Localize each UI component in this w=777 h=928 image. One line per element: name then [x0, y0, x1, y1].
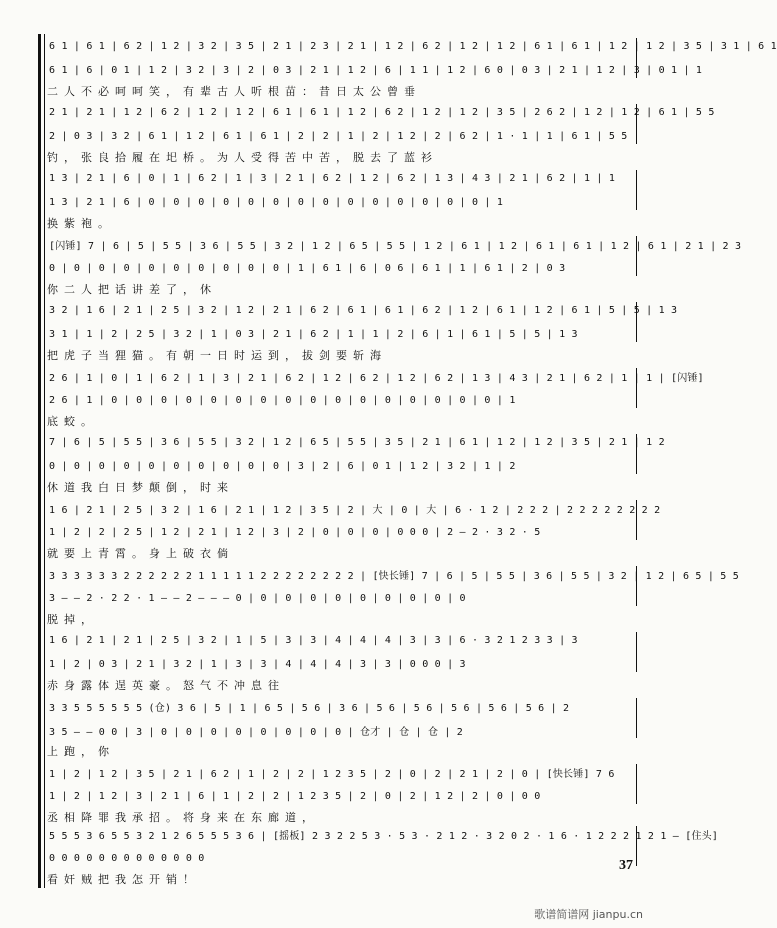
lower-part: 0 0 0 0 0 0 0 0 0 0 0 0 0	[49, 852, 205, 864]
lower-part: 0 | 0 | 0 | 0 | 0 | 0 | 0 | 0 | 0 | 0 | 3 | 2 | 6 | 0 1 | 1 2 | 3 2 | 1 | 2	[49, 460, 516, 472]
system-7	[38, 430, 665, 496]
lower-part: 0 | 0 | 0 | 0 | 0 | 0 | 0 | 0 | 0 | 0 | 1 | 6 1 | 6 | 0 6 | 6 1 | 1 | 6 1 | 2 | 0 3	[49, 262, 566, 274]
lower-part: 1 | 2 | 0 3 | 2 1 | 3 2 | 1 | 3 | 3 | 4 | 4 | 4 | 3 | 3 | 0 0 0 | 3	[49, 658, 466, 670]
upper-part: 3 3 5 5 5 5 5 5 (仓) 3 6 | 5 | 1 | 6 5 | 5 6 | 3 6 | 5 6 | 5 6 | 5 6 | 5 6 | 5 6 | 2	[49, 702, 570, 714]
lyric-line: 丞相降罪我承招。将身来在东廊道，	[47, 811, 319, 824]
system-11	[38, 694, 637, 760]
final-barline	[636, 302, 637, 342]
lyric-line: 你二人把话讲差了，休	[47, 283, 217, 296]
upper-part: [闪锤] 7 | 6 | 5 | 5 5 | 3 6 | 5 5 | 3 2 | 1 2 | 6 5 | 5 5 | 1 2 | 6 1 | 1 2 | 6 1 | 6 1 | 1 2 | 6 1 | 2 1 | 2 3	[49, 240, 742, 252]
lyric-line: 二人不必呵呵笑，有辈古人听根苗：昔日太公曾垂	[47, 85, 421, 98]
system-3	[38, 166, 637, 232]
lyric-line: 钓，张良拾履在圯桥。为人受得苦中苦，脱去了蓝衫	[47, 151, 438, 164]
lower-part: 3 1 | 1 | 2 | 2 5 | 3 2 | 1 | 0 3 | 2 1 | 6 2 | 1 | 1 | 2 | 6 | 1 | 6 1 | 5 | 5 | 1 3	[49, 328, 578, 340]
system-6	[38, 364, 704, 430]
final-barline	[636, 368, 637, 408]
lyric-line: 赤身露体逞英豪。怒气不冲息往	[47, 679, 285, 692]
lower-part: 1 | 2 | 2 | 2 5 | 1 2 | 2 1 | 1 2 | 3 | 2 | 0 | 0 | 0 | 0 0 0 | 2 — 2 · 3 2 · 5	[49, 526, 541, 538]
final-barline	[636, 566, 637, 606]
final-barline	[636, 764, 637, 804]
system-10	[38, 628, 637, 694]
lower-part: 2 | 0 3 | 3 2 | 6 1 | 1 2 | 6 1 | 6 1 | 2 | 2 | 1 | 2 | 1 2 | 2 | 6 2 | 1 · 1 | 1 | 6 1 | 5 5	[49, 130, 628, 142]
lower-part: 3 5 — — 0 0 | 3 | 0 | 0 | 0 | 0 | 0 | 0 | 0 | 0 | 仓才 | 仓 | 仓 | 2	[49, 726, 464, 738]
system-9	[38, 562, 739, 628]
upper-part: 1 | 2 | 1 2 | 3 5 | 2 1 | 6 2 | 1 | 2 | 2 | 1 2 3 5 | 2 | 0 | 2 | 2 1 | 2 | 0 | [快长锤] 7 6	[49, 768, 615, 780]
lower-part: 6 1 | 6 | 0 1 | 1 2 | 3 2 | 3 | 2 | 0 3 | 2 1 | 1 2 | 6 | 1 1 | 1 2 | 6 0 | 0 3 | 2 1 | 1 2 | 3 | 0 1 | 1	[49, 64, 703, 76]
system-4	[38, 232, 742, 298]
lower-part: 2 6 | 1 | 0 | 0 | 0 | 0 | 0 | 0 | 0 | 0 | 0 | 0 | 0 | 0 | 0 | 0 | 0 | 0 | 1	[49, 394, 516, 406]
upper-part: 5 5 5 3 6 5 5 3 2 1 2 6 5 5 5 3 6 | [摇板] 2 3 2 2 5 3 · 5 3 · 2 1 2 · 3 2 0 2 · 1 6 · 1 2 2 2 1 2 1 — [住头]	[49, 830, 719, 842]
upper-part: 1 3 | 2 1 | 6 | 0 | 1 | 6 2 | 1 | 3 | 2 1 | 6 2 | 1 2 | 6 2 | 1 3 | 4 3 | 2 1 | 6 2 | 1 | 1	[49, 172, 616, 184]
lyric-line: 换紫袍。	[47, 217, 115, 230]
final-barline	[636, 434, 637, 474]
upper-part: 1 6 | 2 1 | 2 1 | 2 5 | 3 2 | 1 | 5 | 3 | 3 | 4 | 4 | 4 | 3 | 3 | 6 · 3 2 1 2 3 3 | 3	[49, 634, 578, 646]
upper-part: 2 6 | 1 | 0 | 1 | 6 2 | 1 | 3 | 2 1 | 6 2 | 1 2 | 6 2 | 1 2 | 6 2 | 1 3 | 4 3 | 2 1 | 6 2 | 1 | 1 | [闪锤]	[49, 372, 704, 384]
lyric-line: 休道我白日梦颠倒，时来	[47, 481, 234, 494]
page-number: 37	[619, 858, 633, 873]
system-8	[38, 496, 661, 562]
upper-part: 3 3 3 3 3 3 2 2 2 2 2 2 1 1 1 1 1 2 2 2 2 2 2 2 2 | [快长锤] 7 | 6 | 5 | 5 5 | 3 6 | 5 5 | 3 2 | 1 2 | 6 5 | 5 5	[49, 570, 739, 582]
lower-part: 1 | 2 | 1 2 | 3 | 2 1 | 6 | 1 | 2 | 2 | 1 2 3 5 | 2 | 0 | 2 | 1 2 | 2 | 0 | 0 0	[49, 790, 541, 802]
lyric-line: 看奸贼把我怎开销！	[47, 873, 200, 886]
upper-part: 1 6 | 2 1 | 2 5 | 3 2 | 1 6 | 2 1 | 1 2 | 3 5 | 2 | 大 | 0 | 大 | 6 · 1 2 | 2 2 2 | 2 2 2 2 2 2 2 2	[49, 504, 661, 516]
system-13	[38, 822, 719, 888]
upper-part: 6 1 | 6 1 | 6 2 | 1 2 | 3 2 | 3 5 | 2 1 | 2 3 | 2 1 | 1 2 | 6 2 | 1 2 | 1 2 | 6 1 | 6 1 | 1 2 | 1 2 | 3 5 | 3 1 | 6 1	[49, 40, 777, 52]
upper-part: 7 | 6 | 5 | 5 5 | 3 6 | 5 5 | 3 2 | 1 2 | 6 5 | 5 5 | 3 5 | 2 1 | 6 1 | 1 2 | 1 2 | 3 5 | 2 1 | 1 2	[49, 436, 665, 448]
lower-part: 1 3 | 2 1 | 6 | 0 | 0 | 0 | 0 | 0 | 0 | 0 | 0 | 0 | 0 | 0 | 0 | 0 | 0 | 1	[49, 196, 504, 208]
lower-part: 3 — — 2 · 2 2 · 1 — — 2 — — — 0 | 0 | 0 | 0 | 0 | 0 | 0 | 0 | 0 | 0	[49, 592, 466, 604]
lyric-line: 把虎子当狸猫。有朝一日时运到，拔剑要斩海	[47, 349, 387, 362]
final-barline	[636, 500, 637, 540]
system-12	[38, 760, 637, 826]
lyric-line: 就要上青霄。身上破衣倘	[47, 547, 234, 560]
final-barline	[636, 698, 637, 738]
lyric-line: 底蛟。	[47, 415, 98, 428]
lyric-line: 上跑，你	[47, 745, 115, 758]
watermark: 歌谱简谱网 jianpu.cn	[534, 908, 643, 921]
final-barline	[636, 38, 637, 78]
final-barline	[636, 170, 637, 210]
lyric-line: 脱掉，	[47, 613, 98, 626]
final-barline	[636, 104, 637, 144]
system-5	[38, 298, 678, 364]
final-barline	[636, 826, 637, 866]
system-1	[38, 34, 777, 100]
upper-part: 2 1 | 2 1 | 1 2 | 6 2 | 1 2 | 1 2 | 6 1 | 6 1 | 1 2 | 6 2 | 1 2 | 1 2 | 3 5 | 2 6 2 | 1 2 | 1 2 | 6 1 | 5 5	[49, 106, 715, 118]
final-barline	[636, 236, 637, 276]
system-2	[38, 100, 715, 166]
final-barline	[636, 632, 637, 672]
upper-part: 3 2 | 1 6 | 2 1 | 2 5 | 3 2 | 1 2 | 2 1 | 6 2 | 6 1 | 6 1 | 6 2 | 1 2 | 6 1 | 1 2 | 6 1 | 5 | 5 | 1 3	[49, 304, 678, 316]
